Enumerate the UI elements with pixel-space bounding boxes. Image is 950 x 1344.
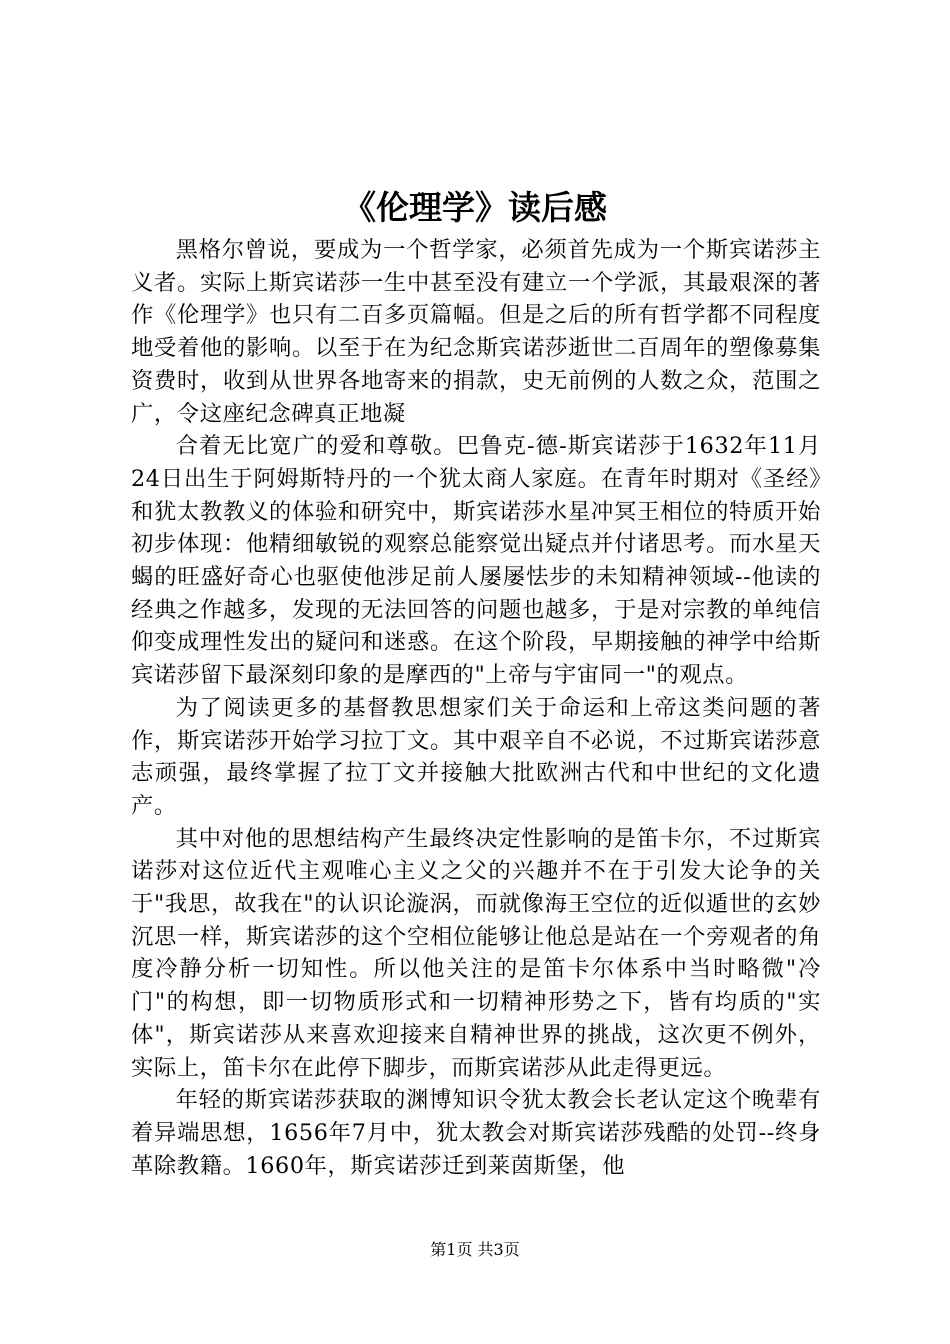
document-body — [131, 234, 821, 1182]
paragraph: 其中对他的思想结构产生最终决定性影响的是笛卡尔，不过斯宾诺莎对这位近代主观唯心主义之父的兴趣并不在于引发大论争的关于"我思，故我在"的认识论漩涡，而就像海王空位的近似遁世的玄妙沉思一样，斯宾诺莎的这个空相位能够让他总是站在一个旁观者的角度冷静分析一切知性。所以他关注的是笛卡尔体系中当时略微"冷门"的构想，即一切物质形式和一切精神形势之下，皆有均质的"实体"，斯宾诺莎从来喜欢迎接来自精神世界的挑战，这次更不例外，实际上，笛卡尔在此停下脚步，而斯宾诺莎从此走得更远。 — [131, 825, 821, 1081]
paragraph: 为了阅读更多的基督教思想家们关于命运和上帝这类问题的著作，斯宾诺莎开始学习拉丁文。其中艰辛自不必说，不过斯宾诺莎意志顽强，最终掌握了拉丁文并接触大批欧洲古代和中世纪的文化遗产。 — [131, 694, 821, 819]
page-footer: 第1页 共3页 — [430, 1240, 520, 1259]
paragraph: 黑格尔曾说，要成为一个哲学家，必须首先成为一个斯宾诺莎主义者。实际上斯宾诺莎一生中甚至没有建立一个学派，其最艰深的著作《伦理学》也只有二百多页篇幅。但是之后的所有哲学都不同程度地受着他的影响。以至于在为纪念斯宾诺莎逝世二百周年的塑像募集资费时，收到从世界各地寄来的捐款，史无前例的人数之众，范围之广，令这座纪念碑真正地凝 — [131, 237, 821, 427]
paragraph: 年轻的斯宾诺莎获取的渊博知识令犹太教会长老认定这个晚辈有着异端思想，1656年7月中，犹太教会对斯宾诺莎残酷的处罚--终身革除教籍。1660年，斯宾诺莎迁到莱茵斯堡，他 — [131, 1087, 821, 1179]
document-title: 《伦理学》读后感 — [343, 188, 607, 227]
paragraph: 合着无比宽广的爱和尊敬。巴鲁克-德-斯宾诺莎于1632年11月24日出生于阿姆斯特丹的一个犹太商人家庭。在青年时期对《圣经》和犹太教教义的体验和研究中，斯宾诺莎水星冲冥王相位的特质开始初步体现：他精细敏锐的观察总能察觉出疑点并付诸思考。而水星天蝎的旺盛好奇心也驱使他涉足前人屡屡怯步的未知精神领域--他读的经典之作越多，发现的无法回答的问题也越多，于是对宗教的单纯信仰变成理性发出的疑问和迷惑。在这个阶段，早期接触的神学中给斯宾诺莎留下最深刻印象的是摩西的"上帝与宇宙同一"的观点。 — [131, 433, 821, 689]
